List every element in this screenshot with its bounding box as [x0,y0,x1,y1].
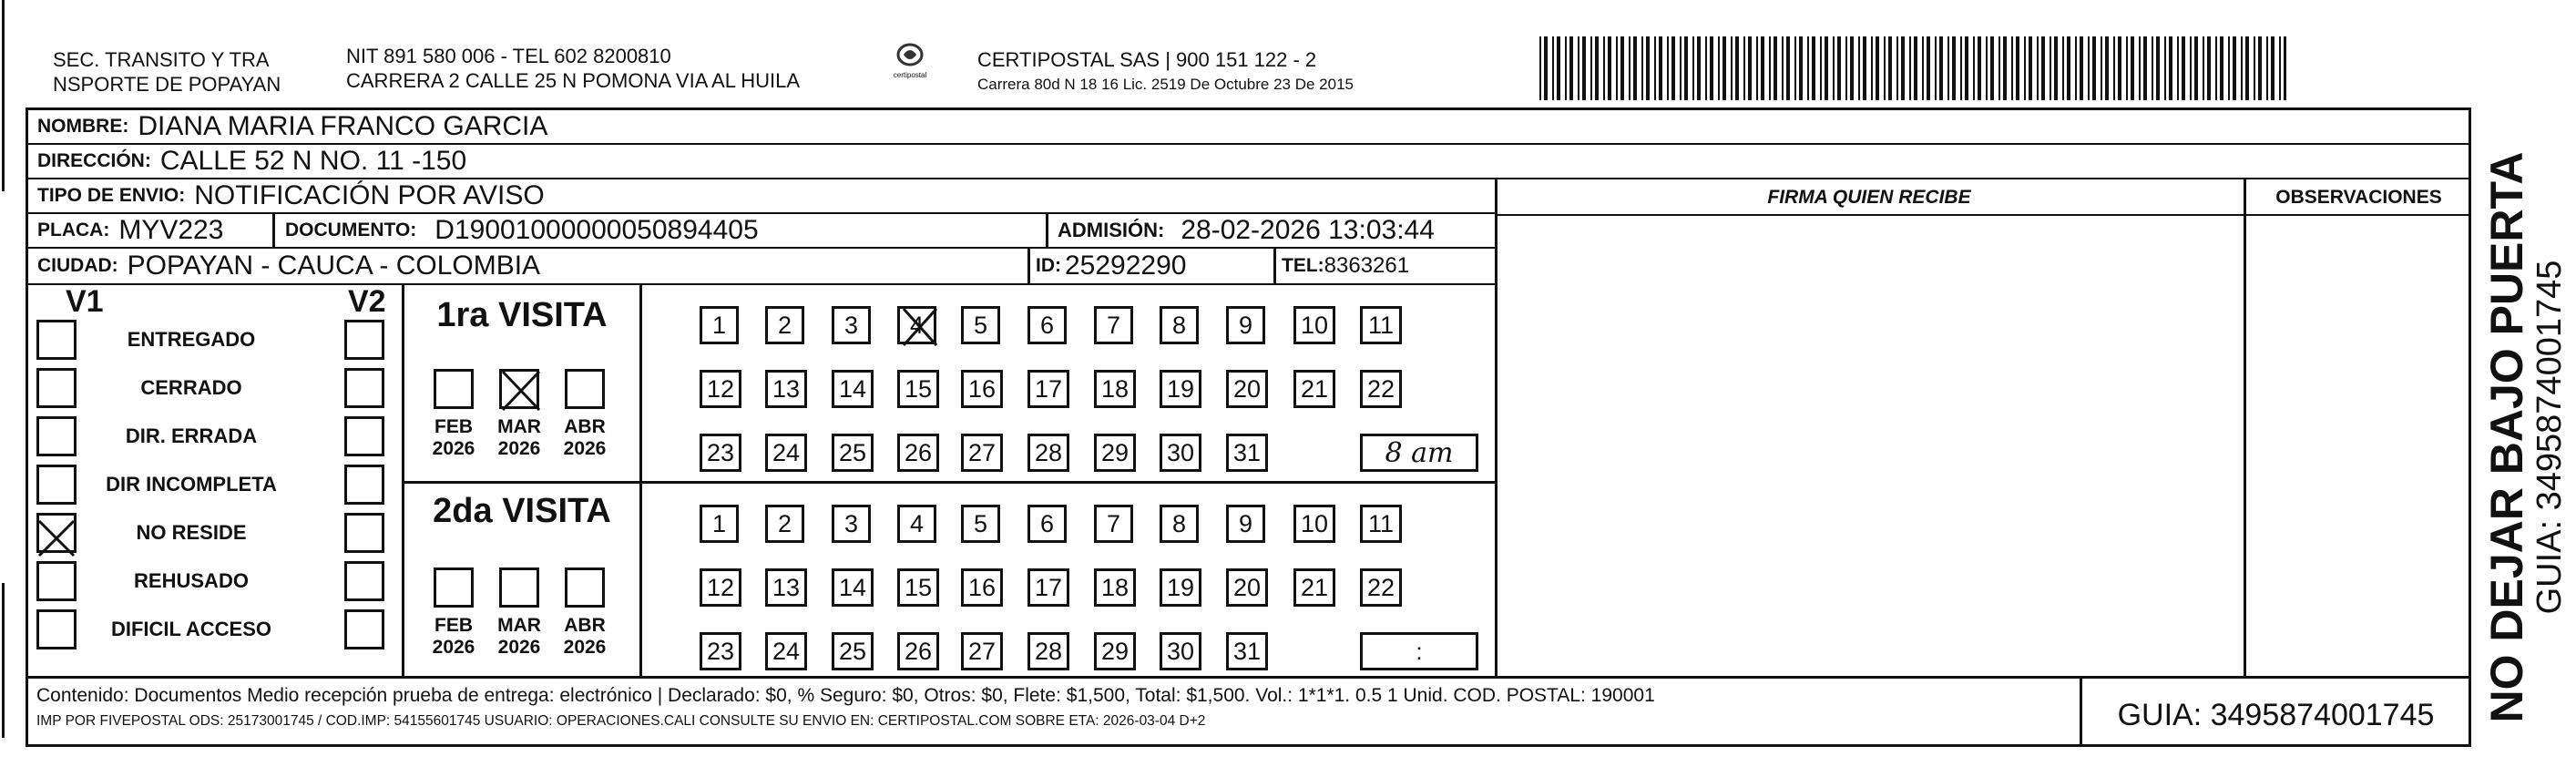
time-box[interactable] [1360,434,1478,472]
v2-checkbox[interactable] [344,368,384,408]
day-cell[interactable] [832,306,871,344]
nombre-label: NOMBRE: [37,116,129,137]
tel-value: 8363261 [1324,253,1410,278]
v1-checkbox[interactable] [36,561,77,601]
v2-checkbox[interactable] [344,465,384,505]
row-direccion [28,145,2471,179]
day-cell[interactable] [700,434,741,472]
day-cell[interactable] [700,306,739,344]
v1-checkbox[interactable] [36,416,77,456]
certipostal-info: CERTIPOSTAL SAS | 900 151 122 - 2 Carrera 80d N 18 16 Lic. 2519 De Octubre 23 De 2015 [977,48,1354,93]
time-box[interactable] [1360,632,1478,670]
day-cell[interactable] [765,306,804,344]
org-nit-address: NIT 891 580 006 - TEL 602 8200810 CARRERA 2 CALLE 25 N POMONA VIA AL HUILA [346,45,801,92]
left-edge-line [2,583,5,738]
month-checkbox[interactable] [565,567,605,608]
org-name: SEC. TRANSITO Y TRA NSPORTE DE POPAYAN [53,48,281,96]
ciudad-value: POPAYAN - CAUCA - COLOMBIA [127,250,541,281]
day-cell[interactable] [1226,632,1268,670]
firma-label: FIRMA QUIEN RECIBE [1767,187,1971,208]
day-cell[interactable] [1160,505,1199,543]
v2-checkbox[interactable] [344,609,384,649]
day-cell[interactable] [897,568,939,607]
v1-checkbox[interactable] [36,609,77,649]
v1-checkbox[interactable] [36,465,77,505]
day-number: 1 [711,509,727,537]
day-cell[interactable] [1160,632,1201,670]
day-cell[interactable] [1360,306,1402,344]
day-cell[interactable] [1094,568,1136,607]
status-label: NO RESIDE [136,521,247,544]
day-cell[interactable] [765,505,804,543]
day-cell[interactable] [832,505,871,543]
side-text [2482,141,2573,733]
tel-label: TEL: [1282,255,1324,276]
day-number: 14 [838,573,867,601]
observaciones-label: OBSERVACIONES [2275,187,2442,208]
day-cell[interactable] [1160,370,1201,408]
day-cell[interactable] [1094,632,1136,670]
v1-checkbox[interactable] [36,368,77,408]
status-label: CERRADO [140,376,242,399]
day-number: 7 [1106,509,1121,537]
day-number: 10 [1300,311,1329,339]
logo-text: certipostal [893,71,927,79]
day-cell[interactable] [832,370,874,408]
day-number: 2 [777,509,792,537]
day-number: 12 [706,374,735,403]
day-number: 3 [843,509,859,537]
placa-label: PLACA: [37,220,110,240]
day-number: 31 [1232,637,1262,665]
side-warning: NO DEJAR BAJO PUERTA [2481,151,2532,723]
v2-checkbox[interactable] [344,513,384,553]
day-cell[interactable] [961,434,1003,472]
day-number: 11 [1367,311,1395,339]
day-number: 2 [777,311,792,339]
day-cell[interactable] [1027,568,1069,607]
month-label: ABR 2026 [563,416,607,459]
row-ciudad [28,249,1495,285]
day-number: 21 [1300,374,1329,403]
day-number: 6 [1039,311,1055,339]
row-tipo [28,179,1495,214]
day-number: 15 [904,573,933,601]
day-number: 19 [1166,573,1195,601]
status-label: DIR. ERRADA [125,424,258,447]
day-cell[interactable] [1293,505,1335,543]
documento-label: DOCUMENTO: [285,220,417,240]
month-checkbox[interactable] [499,369,539,409]
day-number: 4 [909,311,925,339]
day-number: 15 [904,374,933,403]
admision-label: ADMISIÓN: [1058,219,1165,241]
day-cell[interactable] [1094,434,1136,472]
signature-divider [1495,179,1498,676]
direccion-value: CALLE 52 N NO. 11 -150 [159,146,467,176]
day-cell[interactable] [1360,370,1402,408]
day-cell[interactable] [897,505,936,543]
day-number: 18 [1100,374,1130,403]
row-nombre [28,110,2471,145]
day-number: 26 [904,438,933,466]
day-cell[interactable] [832,632,874,670]
day-number: 11 [1367,509,1395,537]
day-number: 10 [1300,509,1329,537]
day-cell[interactable] [961,370,1003,408]
footer-line1: Contenido: Documentos Medio recepción prueba de entrega: electrónico | Declarado: $0, % Seguro: $0, Otros: $0, Flete: $1,500, Total: $1,500. Vol.: 1*1*1. 0.5 1 Unid. COD. POSTAL: 190001 [36,685,1655,706]
visit2-title: 2da VISITA [433,492,611,530]
day-cell[interactable] [1293,568,1335,607]
v2-label: V2 [348,284,386,319]
day-cell[interactable] [1226,568,1268,607]
day-number: 27 [967,637,997,665]
day-cell[interactable] [961,505,1000,543]
day-cell[interactable] [1160,434,1201,472]
status-label: DIR INCOMPLETA [106,473,277,496]
day-cell[interactable] [1027,306,1067,344]
day-cell[interactable] [1160,568,1201,607]
day-number: 23 [706,637,735,665]
day-cell[interactable] [765,568,807,607]
observaciones-area[interactable] [2247,217,2469,674]
day-number: 1 [711,311,727,339]
day-number: 13 [772,374,801,403]
day-cell[interactable] [1094,505,1133,543]
day-cell[interactable] [700,568,741,607]
day-cell[interactable] [897,434,939,472]
ciudad-label: CIUDAD: [37,255,118,276]
visit1-title: 1ra VISITA [436,296,608,334]
month-checkbox[interactable] [565,369,605,409]
v2-checkbox[interactable] [344,416,384,456]
day-cell[interactable] [1226,434,1268,472]
day-number: 12 [706,573,735,601]
day-cell[interactable] [1027,632,1069,670]
day-number: 17 [1034,374,1063,403]
month-label: FEB 2026 [432,416,475,459]
certipostal-logo [882,38,938,84]
day-number: 30 [1166,637,1195,665]
id-value: 25292290 [1065,250,1187,281]
day-cell[interactable] [832,434,874,472]
tipo-label: TIPO DE ENVIO: [37,185,186,206]
day-number: 20 [1232,573,1262,601]
firma-signature-area[interactable] [1498,217,2242,674]
day-cell[interactable] [765,370,807,408]
day-cell[interactable] [1027,370,1069,408]
day-number: 19 [1166,374,1195,403]
barcode [1539,36,2286,100]
side-guia: GUIA: 3495874001745 [2530,260,2569,615]
day-cell[interactable] [1226,370,1268,408]
v2-checkbox[interactable] [344,320,384,360]
month-label: ABR 2026 [563,615,607,658]
footer-line2: IMP POR FIVEPOSTAL ODS: 25173001745 / COD.IMP: 54155601745 USUARIO: OPERACIONES.CALI CONSULTE SU ENVIO EN: CERTIPOSTAL.COM SOBRE ETA: 2026-03-04 D+2 [36,713,1206,729]
month-checkbox[interactable] [434,567,474,608]
day-cell[interactable] [1226,306,1265,344]
footer-guia: GUIA: 3495874001745 [2117,698,2435,732]
id-label: ID: [1036,255,1061,276]
day-number: 21 [1300,573,1329,601]
placa-value: MYV223 [118,215,224,245]
day-number: 29 [1100,438,1130,466]
day-cell[interactable] [1094,370,1136,408]
day-number: 23 [706,438,735,466]
day-cell[interactable] [1360,568,1402,607]
day-number: 9 [1238,311,1253,339]
v2-checkbox[interactable] [344,561,384,601]
day-number: 22 [1366,573,1395,601]
day-cell[interactable] [1027,434,1069,472]
day-number: 5 [973,509,988,537]
status-label: DIFICIL ACCESO [110,618,271,640]
day-number: 24 [772,438,801,466]
day-number: 25 [838,438,867,466]
time-value: 8 am [1385,436,1454,469]
day-number: 3 [843,311,859,339]
day-cell[interactable] [765,434,807,472]
day-cell[interactable] [961,632,1003,670]
v1-checkbox[interactable] [36,513,77,553]
day-number: 8 [1171,311,1187,339]
day-number: 25 [838,637,867,665]
day-cell[interactable] [897,370,939,408]
nombre-value: DIANA MARIA FRANCO GARCIA [138,111,548,141]
day-number: 17 [1034,573,1063,601]
month-label: MAR 2026 [497,615,541,658]
day-cell[interactable] [1027,505,1067,543]
day-number: 13 [772,573,801,601]
day-number: 24 [772,637,801,665]
day-cell[interactable] [1094,306,1133,344]
left-edge-line [2,0,5,191]
day-cell[interactable] [897,306,936,344]
day-number: 28 [1034,637,1063,665]
day-number: 8 [1171,509,1187,537]
day-number: 20 [1232,374,1262,403]
day-number: 18 [1100,573,1130,601]
day-number: 16 [967,374,997,403]
day-cell[interactable] [961,568,1003,607]
direccion-label: DIRECCIÓN: [37,150,151,171]
tipo-value: NOTIFICACIÓN POR AVISO [194,180,545,210]
day-cell[interactable] [961,306,1000,344]
day-number: 4 [909,509,925,537]
row-placa [28,214,1495,249]
v1-checkbox[interactable] [36,320,77,360]
day-number: 6 [1039,509,1055,537]
day-cell[interactable] [700,370,741,408]
day-cell[interactable] [832,568,874,607]
time-value: : [1416,637,1423,665]
day-cell[interactable] [765,632,807,670]
v1-label: V1 [66,284,104,319]
month-label: FEB 2026 [432,615,475,658]
day-cell[interactable] [1293,370,1335,408]
day-cell[interactable] [700,632,741,670]
documento-value: D19001000000050894405 [434,215,759,245]
day-number: 29 [1100,637,1130,665]
month-checkbox[interactable] [499,567,539,608]
day-number: 26 [904,637,933,665]
day-number: 5 [973,311,988,339]
day-number: 16 [967,573,997,601]
day-cell[interactable] [1293,306,1335,344]
day-number: 14 [838,374,867,403]
day-number: 9 [1238,509,1253,537]
month-checkbox[interactable] [434,369,474,409]
status-label: ENTREGADO [127,328,256,351]
day-number: 7 [1106,311,1121,339]
day-number: 28 [1034,438,1063,466]
day-cell[interactable] [1160,306,1199,344]
day-cell[interactable] [700,505,739,543]
day-number: 31 [1232,438,1262,466]
status-label: REHUSADO [134,569,249,592]
day-cell[interactable] [1226,505,1265,543]
month-label: MAR 2026 [497,416,541,459]
day-cell[interactable] [1360,505,1402,543]
day-number: 30 [1166,438,1195,466]
day-cell[interactable] [897,632,939,670]
admision-value: 28-02-2026 13:03:44 [1181,215,1435,245]
day-number: 22 [1366,374,1395,403]
day-number: 27 [967,438,997,466]
